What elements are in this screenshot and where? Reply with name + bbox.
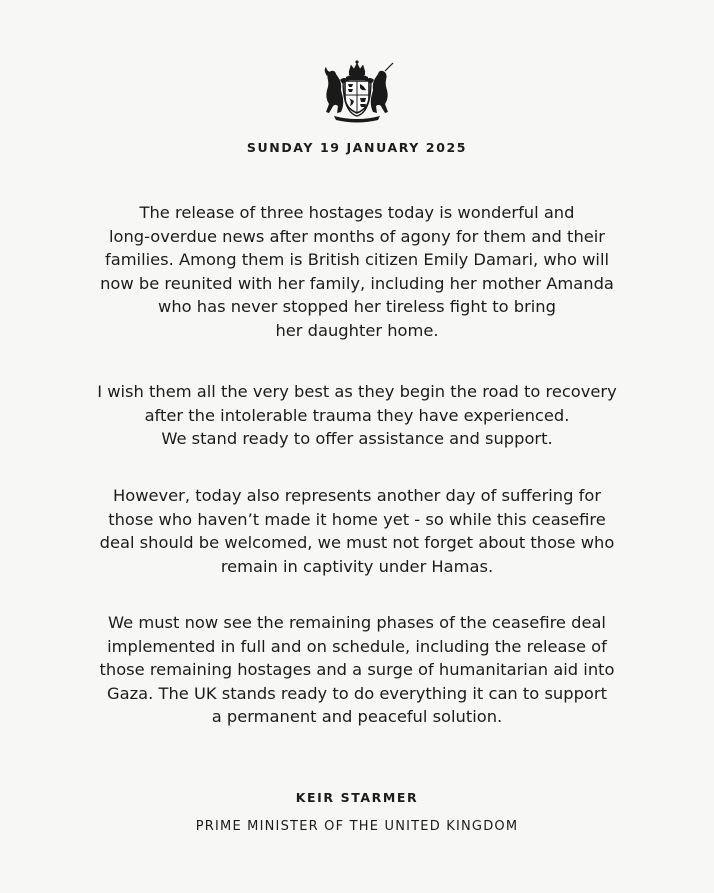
royal-coat-of-arms-icon <box>316 58 398 124</box>
paragraph-line: deal should be welcomed, we must not forget about those who <box>99 533 615 553</box>
signatory-name: KEIR STARMER <box>295 790 419 805</box>
paragraph-line: implemented in full and on schedule, including the release of <box>107 636 607 656</box>
paragraph-line: We stand ready to offer assistance and support. <box>161 429 553 449</box>
paragraph-line: who has never stopped her tireless fight to bring <box>158 297 556 317</box>
signatory-title: PRIME MINISTER OF THE UNITED KINGDOM <box>195 819 519 834</box>
paragraph-line: We must now see the remaining phases of the ceasefire deal <box>108 613 606 632</box>
paragraph-line: The release of three hostages today is wonderful and <box>139 203 575 222</box>
paragraph-3 <box>40 484 674 578</box>
paragraph-line: her daughter home. <box>275 320 439 340</box>
paragraph-line: a permanent and peaceful solution. <box>211 707 503 727</box>
paragraph-line: long-overdue news after months of agony for them and their <box>108 226 605 246</box>
paragraph-line: now be reunited with her family, including her mother Amanda <box>100 273 614 293</box>
paragraph-line: I wish them all the very best as they begin the road to recovery <box>97 382 617 401</box>
paragraph-line: Gaza. The UK stands ready to do everything it can to support <box>107 683 607 703</box>
paragraph-line: those who haven’t made it home yet - so while this ceasefire <box>108 509 606 529</box>
paragraph-2 <box>40 380 674 451</box>
paragraph-1 <box>40 201 674 343</box>
statement-date: SUNDAY 19 JANUARY 2025 <box>246 140 468 155</box>
paragraph-line: families. Among them is British citizen Emily Damari, who will <box>104 250 609 270</box>
paragraph-4 <box>40 611 674 729</box>
paragraph-line: However, today also represents another day of suffering for <box>112 486 602 505</box>
paragraph-line: those remaining hostages and a surge of humanitarian aid into <box>99 660 615 680</box>
paragraph-line: remain in captivity under Hamas. <box>220 556 494 576</box>
paragraph-line: after the intolerable trauma they have experienced. <box>144 405 570 425</box>
